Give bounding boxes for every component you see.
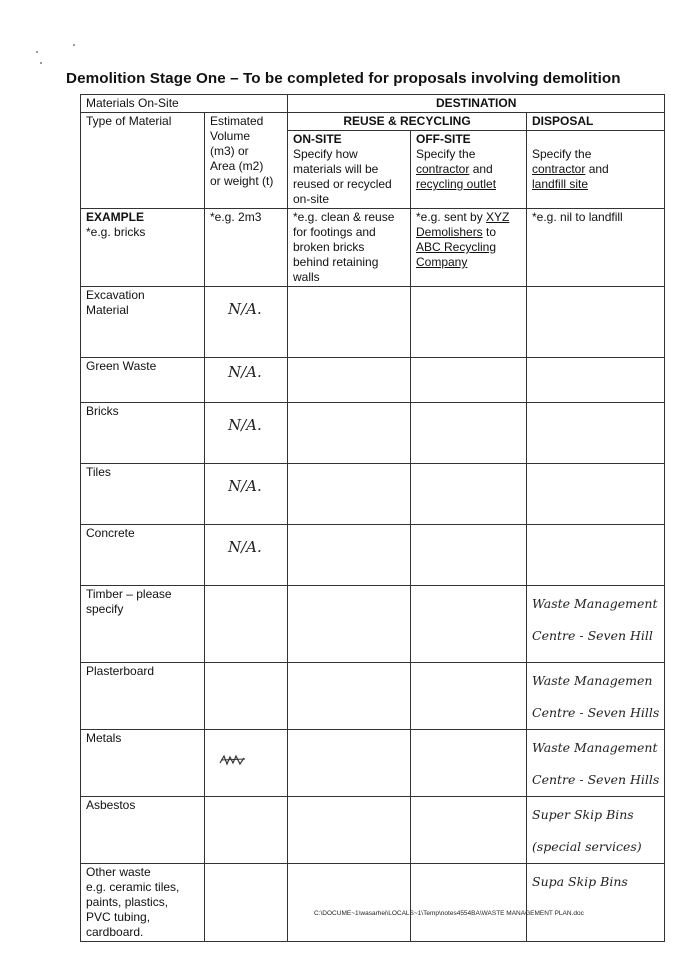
table-row <box>81 525 665 586</box>
scan-speck <box>73 44 75 46</box>
example-onsite <box>288 209 411 287</box>
material-cell: Other waste e.g. ceramic tiles, paints, plastics, PVC tubing, cardboard. <box>81 864 205 942</box>
volume-cell[interactable] <box>205 525 288 586</box>
offsite-text-1: Specify the <box>416 147 476 161</box>
page-title: Demolition Stage One – To be completed for proposals involving demolition <box>66 70 621 87</box>
volume-cell[interactable] <box>205 464 288 525</box>
material-cell: Green Waste <box>81 358 205 403</box>
offsite-header <box>411 131 527 209</box>
disposal-cell[interactable] <box>527 287 665 358</box>
disposal-cell[interactable] <box>527 586 665 663</box>
offsite-cell[interactable] <box>411 586 527 663</box>
material-cell: Metals <box>81 730 205 797</box>
disposal-cell[interactable] <box>527 358 665 403</box>
material-cell: Tiles <box>81 464 205 525</box>
onsite-header <box>288 131 411 209</box>
onsite-cell[interactable] <box>288 525 411 586</box>
example-offsite <box>411 209 527 287</box>
handwritten-disposal: Waste Management <box>532 596 658 611</box>
disposal-text-2: contractor <box>532 162 586 176</box>
disposal-cell[interactable] <box>527 403 665 464</box>
handwritten-disposal: Supa Skip Bins <box>532 874 628 889</box>
material-cell: Bricks <box>81 403 205 464</box>
offsite-title: OFF-SITE <box>416 132 471 146</box>
table-row <box>81 586 665 663</box>
handwritten-disposal: Centre - Seven Hills <box>532 705 660 720</box>
handwritten-volume: N/A. <box>228 477 262 495</box>
material-cell: Plasterboard <box>81 663 205 730</box>
onsite-cell[interactable] <box>288 358 411 403</box>
example-offsite-3: Demolishers <box>416 225 483 239</box>
volume-cell[interactable] <box>205 403 288 464</box>
volume-cell[interactable] <box>205 287 288 358</box>
handwritten-volume: N/A. <box>228 416 262 434</box>
onsite-text-4: on-site <box>293 192 330 206</box>
example-offsite-5: ABC Recycling <box>416 240 497 254</box>
onsite-text-2: materials will be <box>293 162 379 176</box>
example-offsite-2: XYZ <box>486 210 510 224</box>
example-onsite-2: for footings and <box>293 225 376 239</box>
estimated-volume-text-2: Volume <box>210 129 251 143</box>
offsite-text-4: recycling outlet <box>416 177 497 191</box>
table-row <box>81 358 665 403</box>
estimated-volume-text-4: Area (m2) <box>210 159 264 173</box>
example-material-text: *e.g. bricks <box>86 225 146 239</box>
onsite-cell[interactable] <box>288 287 411 358</box>
disposal-text-3: and <box>585 162 609 176</box>
table-row <box>81 287 665 358</box>
materials-onsite-header: Materials On-Site <box>81 95 288 113</box>
table-row <box>81 464 665 525</box>
example-onsite-3: broken bricks <box>293 240 365 254</box>
offsite-cell[interactable] <box>411 797 527 864</box>
scan-speck <box>40 62 42 64</box>
offsite-cell[interactable] <box>411 358 527 403</box>
table-row <box>81 797 665 864</box>
table-row <box>81 730 665 797</box>
handwritten-disposal: Super Skip Bins <box>532 807 634 822</box>
example-material <box>81 209 205 287</box>
disposal-cell[interactable] <box>527 730 665 797</box>
table-row <box>81 403 665 464</box>
type-of-material-label: Type of Material <box>86 114 172 128</box>
onsite-text-3: reused or recycled <box>293 177 392 191</box>
onsite-cell[interactable] <box>288 586 411 663</box>
example-disposal: *e.g. nil to landfill <box>527 209 665 287</box>
example-offsite-4: to <box>482 225 497 239</box>
offsite-text-2: contractor <box>416 162 470 176</box>
onsite-title: ON-SITE <box>293 132 342 146</box>
file-path-footer: C:\DOCUME~1\wasarhei\LOCALS~1\Temp\notes4554BA\WASTE MANAGEMENT PLAN.doc <box>314 910 584 917</box>
onsite-cell[interactable] <box>288 797 411 864</box>
disposal-cell[interactable] <box>527 525 665 586</box>
disposal-text-4: landfill site <box>532 177 589 191</box>
estimated-volume-text-5: or weight (t) <box>210 174 274 188</box>
scribble-mark <box>218 753 248 767</box>
material-cell: Excavation Material <box>81 287 205 358</box>
disposal-spec-header <box>527 131 665 209</box>
offsite-text-3: and <box>469 162 493 176</box>
estimated-volume-header <box>205 113 288 209</box>
onsite-cell[interactable] <box>288 864 411 942</box>
handwritten-volume: N/A. <box>228 300 262 318</box>
scan-speck <box>36 51 38 53</box>
disposal-cell[interactable] <box>527 864 665 942</box>
offsite-cell[interactable] <box>411 403 527 464</box>
volume-cell[interactable] <box>205 358 288 403</box>
waste-management-table <box>80 94 665 942</box>
onsite-cell[interactable] <box>288 663 411 730</box>
example-onsite-1: *e.g. clean & reuse <box>293 210 395 224</box>
volume-cell[interactable] <box>205 730 288 797</box>
type-of-material-header <box>81 113 205 209</box>
onsite-cell[interactable] <box>288 464 411 525</box>
disposal-header: DISPOSAL <box>527 113 665 131</box>
disposal-cell[interactable] <box>527 797 665 864</box>
destination-header: DESTINATION <box>288 95 665 113</box>
table-row <box>81 663 665 730</box>
disposal-text-1: Specify the <box>532 147 592 161</box>
offsite-cell[interactable] <box>411 663 527 730</box>
material-cell: Timber – please specify <box>81 586 205 663</box>
example-offsite-6: Company <box>416 255 468 269</box>
example-volume: *e.g. 2m3 <box>205 209 288 287</box>
onsite-cell[interactable] <box>288 730 411 797</box>
handwritten-disposal: Waste Management <box>532 740 658 755</box>
volume-cell[interactable] <box>205 797 288 864</box>
disposal-cell[interactable] <box>527 663 665 730</box>
offsite-cell[interactable] <box>411 730 527 797</box>
example-onsite-5: walls <box>293 270 320 284</box>
handwritten-disposal: Waste Managemen <box>532 673 653 688</box>
handwritten-disposal: Centre - Seven Hills <box>532 772 660 787</box>
volume-cell[interactable] <box>205 864 288 942</box>
example-label: EXAMPLE <box>86 210 145 224</box>
material-cell: Asbestos <box>81 797 205 864</box>
offsite-cell[interactable] <box>411 525 527 586</box>
handwritten-volume: N/A. <box>228 363 262 381</box>
offsite-cell[interactable] <box>411 864 527 942</box>
reuse-recycling-header: REUSE & RECYCLING <box>288 113 527 131</box>
volume-cell[interactable] <box>205 586 288 663</box>
example-offsite-1: *e.g. sent by <box>416 210 487 224</box>
table-row <box>81 864 665 942</box>
handwritten-disposal: (special services) <box>532 839 642 854</box>
estimated-volume-text-3: (m3) or <box>210 144 249 158</box>
material-cell: Concrete <box>81 525 205 586</box>
onsite-cell[interactable] <box>288 403 411 464</box>
handwritten-volume: N/A. <box>228 538 262 556</box>
offsite-cell[interactable] <box>411 287 527 358</box>
volume-cell[interactable] <box>205 663 288 730</box>
onsite-text-1: Specify how <box>293 147 358 161</box>
estimated-volume-text-1: Estimated <box>210 114 264 128</box>
example-onsite-4: behind retaining <box>293 255 379 269</box>
offsite-cell[interactable] <box>411 464 527 525</box>
disposal-cell[interactable] <box>527 464 665 525</box>
handwritten-disposal: Centre - Seven Hill <box>532 628 653 643</box>
